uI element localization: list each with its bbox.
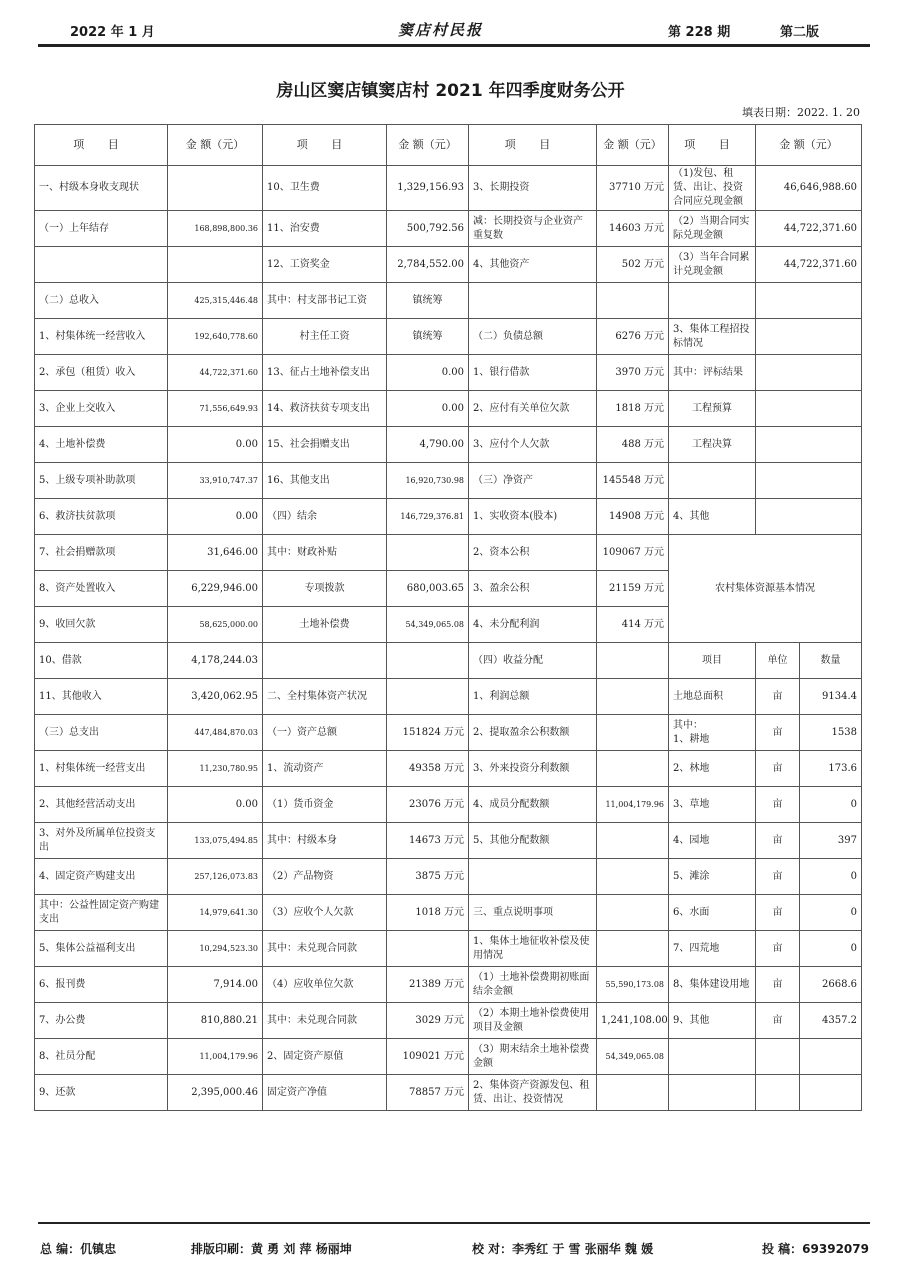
item-cell: 2、提取盈余公积数额 <box>469 715 597 751</box>
item-cell: 1、实收资本(股本) <box>469 499 597 535</box>
resource-item-cell: 9、其他 <box>669 1003 756 1039</box>
item-cell: （1)发包、租赁、出让、投资合同应兑现金额 <box>669 166 756 211</box>
column-header: 项 目 <box>35 125 168 166</box>
amount-cell <box>597 931 669 967</box>
amount-cell <box>387 679 469 715</box>
resource-quantity-cell: 173.6 <box>800 751 862 787</box>
proofreaders: 校 对：李秀红 于 雪 张丽华 魏 媛 <box>472 1242 654 1256</box>
resource-item-cell <box>669 1039 756 1075</box>
amount-cell <box>597 679 669 715</box>
item-cell: 16、其他支出 <box>263 463 387 499</box>
resource-unit-cell: 亩 <box>756 823 800 859</box>
item-cell: 其中：未兑现合同款 <box>263 931 387 967</box>
resource-item-cell: 项目 <box>669 643 756 679</box>
amount-cell: 21159 万元 <box>597 571 669 607</box>
resource-quantity-cell: 9134.4 <box>800 679 862 715</box>
amount-cell <box>756 499 862 535</box>
table-row <box>35 643 862 679</box>
resource-item-cell: 土地总面积 <box>669 679 756 715</box>
amount-cell: 0.00 <box>168 427 263 463</box>
amount-cell: 11,004,179.96 <box>597 787 669 823</box>
item-cell: 3、盈余公积 <box>469 571 597 607</box>
amount-cell: 37710 万元 <box>597 166 669 211</box>
amount-cell: 14673 万元 <box>387 823 469 859</box>
item-cell: 1、集体土地征收补偿及使用情况 <box>469 931 597 967</box>
amount-cell: 133,075,494.85 <box>168 823 263 859</box>
resource-item-cell: 8、集体建设用地 <box>669 967 756 1003</box>
amount-cell: 49358 万元 <box>387 751 469 787</box>
masthead <box>38 18 870 42</box>
item-cell: 4、其他 <box>669 499 756 535</box>
item-cell: 其中：未兑现合同款 <box>263 1003 387 1039</box>
item-cell: 2、集体资产资源发包、租赁、出让、投资情况 <box>469 1075 597 1111</box>
page-title: 房山区窦店镇窦店村 2021 年四季度财务公开 <box>276 81 625 101</box>
column-header: 项 目 <box>669 125 756 166</box>
item-cell: 1、村集体统一经营收入 <box>35 319 168 355</box>
item-cell: 专项拨款 <box>263 571 387 607</box>
item-cell: （三）净资产 <box>469 463 597 499</box>
resource-unit-cell <box>756 1039 800 1075</box>
item-cell: 土地补偿费 <box>263 607 387 643</box>
amount-cell: 14603 万元 <box>597 211 669 247</box>
amount-cell: 16,920,730.98 <box>387 463 469 499</box>
table-row <box>35 247 862 283</box>
resource-item-cell: 7、四荒地 <box>669 931 756 967</box>
amount-cell <box>756 319 862 355</box>
amount-cell: 425,315,446.48 <box>168 283 263 319</box>
item-cell: 1、村集体统一经营支出 <box>35 751 168 787</box>
item-cell: （一）上年结存 <box>35 211 168 247</box>
item-cell: 15、社会捐赠支出 <box>263 427 387 463</box>
item-cell: 5、其他分配数额 <box>469 823 597 859</box>
layout-printing: 排版印刷：黄 勇 刘 萍 杨丽坤 <box>191 1242 352 1256</box>
amount-cell: 6,229,946.00 <box>168 571 263 607</box>
item-cell: （4）应收单位欠款 <box>263 967 387 1003</box>
item-cell <box>469 859 597 895</box>
column-header: 金 额（元） <box>387 125 469 166</box>
table-row <box>35 1075 862 1111</box>
amount-cell: 4,178,244.03 <box>168 643 263 679</box>
amount-cell: 1,329,156.93 <box>387 166 469 211</box>
item-cell: 6、报刊费 <box>35 967 168 1003</box>
table-row <box>35 1003 862 1039</box>
amount-cell: 21389 万元 <box>387 967 469 1003</box>
resource-item-cell <box>669 1075 756 1111</box>
resource-unit-cell: 亩 <box>756 715 800 751</box>
table-row <box>35 319 862 355</box>
table-row <box>35 499 862 535</box>
item-cell: 其中：评标结果 <box>669 355 756 391</box>
item-cell: 固定资产净值 <box>263 1075 387 1111</box>
table-row <box>35 679 862 715</box>
amount-cell <box>597 643 669 679</box>
column-header: 项 目 <box>469 125 597 166</box>
item-cell: 7、社会捐赠款项 <box>35 535 168 571</box>
amount-cell: 46,646,988.60 <box>756 166 862 211</box>
item-cell: 村主任工资 <box>263 319 387 355</box>
table-row <box>35 463 862 499</box>
footer <box>38 1238 870 1260</box>
amount-cell: 168,898,800.36 <box>168 211 263 247</box>
item-cell: 一、村级本身收支现状 <box>35 166 168 211</box>
amount-cell <box>756 463 862 499</box>
table-row <box>35 211 862 247</box>
amount-cell: 44,722,371.60 <box>756 211 862 247</box>
item-cell: 三、重点说明事项 <box>469 895 597 931</box>
item-cell: 3、外来投资分利数额 <box>469 751 597 787</box>
amount-cell <box>597 859 669 895</box>
resource-unit-cell: 亩 <box>756 931 800 967</box>
amount-cell <box>756 283 862 319</box>
amount-cell: 1818 万元 <box>597 391 669 427</box>
amount-cell <box>387 643 469 679</box>
amount-cell <box>597 751 669 787</box>
amount-cell: 0.00 <box>387 391 469 427</box>
item-cell: 13、征占土地补偿支出 <box>263 355 387 391</box>
item-cell: 2、固定资产原值 <box>263 1039 387 1075</box>
amount-cell: 58,625,000.00 <box>168 607 263 643</box>
item-cell: 1、流动资产 <box>263 751 387 787</box>
amount-cell: 2,395,000.46 <box>168 1075 263 1111</box>
amount-cell: 2,784,552.00 <box>387 247 469 283</box>
fill-date: 填表日期：2022. 1. 20 <box>742 106 860 119</box>
resource-item-cell: 其中： 1、耕地 <box>669 715 756 751</box>
item-cell: 其中：财政补贴 <box>263 535 387 571</box>
resource-quantity-cell: 0 <box>800 787 862 823</box>
item-cell: 6、救济扶贫款项 <box>35 499 168 535</box>
newspaper-name: 窦店村民报 <box>398 21 484 39</box>
amount-cell <box>597 283 669 319</box>
table-row <box>35 166 862 211</box>
resource-item-cell: 6、水面 <box>669 895 756 931</box>
amount-cell: 33,910,747.37 <box>168 463 263 499</box>
table-row <box>35 787 862 823</box>
amount-cell <box>597 895 669 931</box>
amount-cell: 1018 万元 <box>387 895 469 931</box>
item-cell: 12、工资奖金 <box>263 247 387 283</box>
resource-quantity-cell <box>800 1075 862 1111</box>
item-cell <box>263 643 387 679</box>
resource-quantity-cell: 数量 <box>800 643 862 679</box>
amount-cell: 145548 万元 <box>597 463 669 499</box>
amount-cell: 414 万元 <box>597 607 669 643</box>
amount-cell: 11,004,179.96 <box>168 1039 263 1075</box>
amount-cell: 镇统筹 <box>387 283 469 319</box>
table-row <box>35 283 862 319</box>
resource-unit-cell: 亩 <box>756 751 800 787</box>
amount-cell: 109067 万元 <box>597 535 669 571</box>
resource-unit-cell: 单位 <box>756 643 800 679</box>
item-cell <box>669 283 756 319</box>
amount-cell: 23076 万元 <box>387 787 469 823</box>
submission-phone: 投 稿：69392079 <box>762 1242 869 1256</box>
amount-cell <box>597 823 669 859</box>
issue-number: 第 228 期 <box>668 25 731 40</box>
chief-editor: 总 编：仉镇忠 <box>40 1242 117 1256</box>
item-cell: （3）应收个人欠款 <box>263 895 387 931</box>
item-cell: 其中：村支部书记工资 <box>263 283 387 319</box>
resource-quantity-cell <box>800 1039 862 1075</box>
amount-cell: 192,640,778.60 <box>168 319 263 355</box>
item-cell: （1）货币资金 <box>263 787 387 823</box>
amount-cell: 810,880.21 <box>168 1003 263 1039</box>
item-cell: （三）总支出 <box>35 715 168 751</box>
item-cell <box>669 463 756 499</box>
item-cell: 5、上级专项补助款项 <box>35 463 168 499</box>
resource-unit-cell: 亩 <box>756 895 800 931</box>
item-cell <box>35 247 168 283</box>
table-row <box>35 967 862 1003</box>
resource-quantity-cell: 0 <box>800 859 862 895</box>
amount-cell: 0.00 <box>168 499 263 535</box>
item-cell: 4、土地补偿费 <box>35 427 168 463</box>
amount-cell: 54,349,065.08 <box>597 1039 669 1075</box>
column-header: 项 目 <box>263 125 387 166</box>
amount-cell: 0.00 <box>387 355 469 391</box>
resource-item-cell: 3、草地 <box>669 787 756 823</box>
table-row <box>35 427 862 463</box>
resource-unit-cell: 亩 <box>756 967 800 1003</box>
item-cell: 4、未分配利润 <box>469 607 597 643</box>
item-cell: 2、应付有关单位欠款 <box>469 391 597 427</box>
item-cell: 11、治安费 <box>263 211 387 247</box>
amount-cell: 1,241,108.00 <box>597 1003 669 1039</box>
table-row <box>35 751 862 787</box>
amount-cell <box>756 391 862 427</box>
amount-cell <box>387 535 469 571</box>
resource-quantity-cell: 2668.6 <box>800 967 862 1003</box>
amount-cell: 151824 万元 <box>387 715 469 751</box>
resource-quantity-cell: 1538 <box>800 715 862 751</box>
item-cell: 2、其他经营活动支出 <box>35 787 168 823</box>
resource-unit-cell: 亩 <box>756 1003 800 1039</box>
footer-rule <box>38 1222 870 1224</box>
resource-item-cell: 2、林地 <box>669 751 756 787</box>
resource-unit-cell: 亩 <box>756 679 800 715</box>
amount-cell: 11,230,780.95 <box>168 751 263 787</box>
amount-cell: 257,126,073.83 <box>168 859 263 895</box>
item-cell: （2）当期合同实际兑现金额 <box>669 211 756 247</box>
column-header: 金 额（元） <box>597 125 669 166</box>
item-cell <box>469 283 597 319</box>
amount-cell: 680,003.65 <box>387 571 469 607</box>
resource-item-cell: 4、园地 <box>669 823 756 859</box>
table-header-row <box>35 125 862 166</box>
item-cell: （四）结余 <box>263 499 387 535</box>
item-cell: 4、固定资产购建支出 <box>35 859 168 895</box>
item-cell: （二）负债总额 <box>469 319 597 355</box>
item-cell: （2）本期土地补偿费使用项目及金额 <box>469 1003 597 1039</box>
table-row <box>35 895 862 931</box>
table-row <box>35 535 862 571</box>
item-cell: 3、对外及所属单位投资支出 <box>35 823 168 859</box>
item-cell: 7、办公费 <box>35 1003 168 1039</box>
item-cell: 4、成员分配数额 <box>469 787 597 823</box>
amount-cell: 55,590,173.08 <box>597 967 669 1003</box>
item-cell: 5、集体公益福利支出 <box>35 931 168 967</box>
item-cell: （1）土地补偿费期初账面结余金额 <box>469 967 597 1003</box>
resource-unit-cell: 亩 <box>756 787 800 823</box>
amount-cell: 4,790.00 <box>387 427 469 463</box>
item-cell: （3）当年合同累计兑现金额 <box>669 247 756 283</box>
resource-quantity-cell: 0 <box>800 931 862 967</box>
item-cell: 2、承包（租赁）收入 <box>35 355 168 391</box>
column-header: 金 额（元） <box>756 125 862 166</box>
resource-section-title: 农村集体资源基本情况 <box>669 535 862 643</box>
resource-quantity-cell: 397 <box>800 823 862 859</box>
amount-cell: 3029 万元 <box>387 1003 469 1039</box>
item-cell: （二）总收入 <box>35 283 168 319</box>
resource-item-cell: 5、滩涂 <box>669 859 756 895</box>
item-cell: 3、集体工程招投标情况 <box>669 319 756 355</box>
item-cell: （3）期末结余土地补偿费金额 <box>469 1039 597 1075</box>
amount-cell: 14,979,641.30 <box>168 895 263 931</box>
item-cell: 3、长期投资 <box>469 166 597 211</box>
amount-cell: 3970 万元 <box>597 355 669 391</box>
amount-cell: 44,722,371.60 <box>168 355 263 391</box>
amount-cell: 146,729,376.81 <box>387 499 469 535</box>
item-cell: 8、社员分配 <box>35 1039 168 1075</box>
table-row <box>35 355 862 391</box>
resource-unit-cell <box>756 1075 800 1111</box>
amount-cell <box>597 1075 669 1111</box>
amount-cell: 14908 万元 <box>597 499 669 535</box>
item-cell: 8、资产处置收入 <box>35 571 168 607</box>
issue-date: 2022 年 1 月 <box>70 25 155 40</box>
amount-cell: 0.00 <box>168 787 263 823</box>
table-row <box>35 931 862 967</box>
item-cell: 其中：村级本身 <box>263 823 387 859</box>
item-cell: 14、救济扶贫专项支出 <box>263 391 387 427</box>
item-cell: 1、利润总额 <box>469 679 597 715</box>
table-row <box>35 823 862 859</box>
amount-cell: 500,792.56 <box>387 211 469 247</box>
table-row <box>35 391 862 427</box>
table-row <box>35 715 862 751</box>
amount-cell: 71,556,649.93 <box>168 391 263 427</box>
column-header: 金 额（元） <box>168 125 263 166</box>
amount-cell: 502 万元 <box>597 247 669 283</box>
item-cell: 工程决算 <box>669 427 756 463</box>
amount-cell: 3875 万元 <box>387 859 469 895</box>
item-cell: 10、卫生费 <box>263 166 387 211</box>
item-cell: 其中：公益性固定资产购建支出 <box>35 895 168 931</box>
amount-cell <box>168 247 263 283</box>
item-cell: 10、借款 <box>35 643 168 679</box>
amount-cell: 78857 万元 <box>387 1075 469 1111</box>
amount-cell <box>168 166 263 211</box>
amount-cell: 31,646.00 <box>168 535 263 571</box>
edition-label: 第二版 <box>780 25 820 40</box>
amount-cell: 488 万元 <box>597 427 669 463</box>
item-cell: （一）资产总额 <box>263 715 387 751</box>
amount-cell: 7,914.00 <box>168 967 263 1003</box>
table-row <box>35 859 862 895</box>
item-cell: 3、企业上交收入 <box>35 391 168 427</box>
item-cell: 11、其他收入 <box>35 679 168 715</box>
amount-cell: 447,484,870.03 <box>168 715 263 751</box>
amount-cell: 109021 万元 <box>387 1039 469 1075</box>
item-cell: 4、其他资产 <box>469 247 597 283</box>
item-cell: （四）收益分配 <box>469 643 597 679</box>
item-cell: 3、应付个人欠款 <box>469 427 597 463</box>
item-cell: 2、资本公积 <box>469 535 597 571</box>
amount-cell: 3,420,062.95 <box>168 679 263 715</box>
item-cell: 工程预算 <box>669 391 756 427</box>
item-cell: 减：长期投资与企业资产重复数 <box>469 211 597 247</box>
resource-quantity-cell: 4357.2 <box>800 1003 862 1039</box>
finance-table <box>34 124 862 1111</box>
amount-cell: 10,294,523.30 <box>168 931 263 967</box>
amount-cell <box>756 427 862 463</box>
table-row <box>35 1039 862 1075</box>
amount-cell <box>597 715 669 751</box>
header-rule <box>38 44 870 47</box>
amount-cell: 6276 万元 <box>597 319 669 355</box>
resource-quantity-cell: 0 <box>800 895 862 931</box>
resource-unit-cell: 亩 <box>756 859 800 895</box>
amount-cell: 44,722,371.60 <box>756 247 862 283</box>
amount-cell: 54,349,065.08 <box>387 607 469 643</box>
item-cell: 二、全村集体资产状况 <box>263 679 387 715</box>
amount-cell: 镇统筹 <box>387 319 469 355</box>
item-cell: 9、收回欠款 <box>35 607 168 643</box>
item-cell: （2）产品物资 <box>263 859 387 895</box>
item-cell: 9、还款 <box>35 1075 168 1111</box>
amount-cell <box>387 931 469 967</box>
item-cell: 1、银行借款 <box>469 355 597 391</box>
amount-cell <box>756 355 862 391</box>
